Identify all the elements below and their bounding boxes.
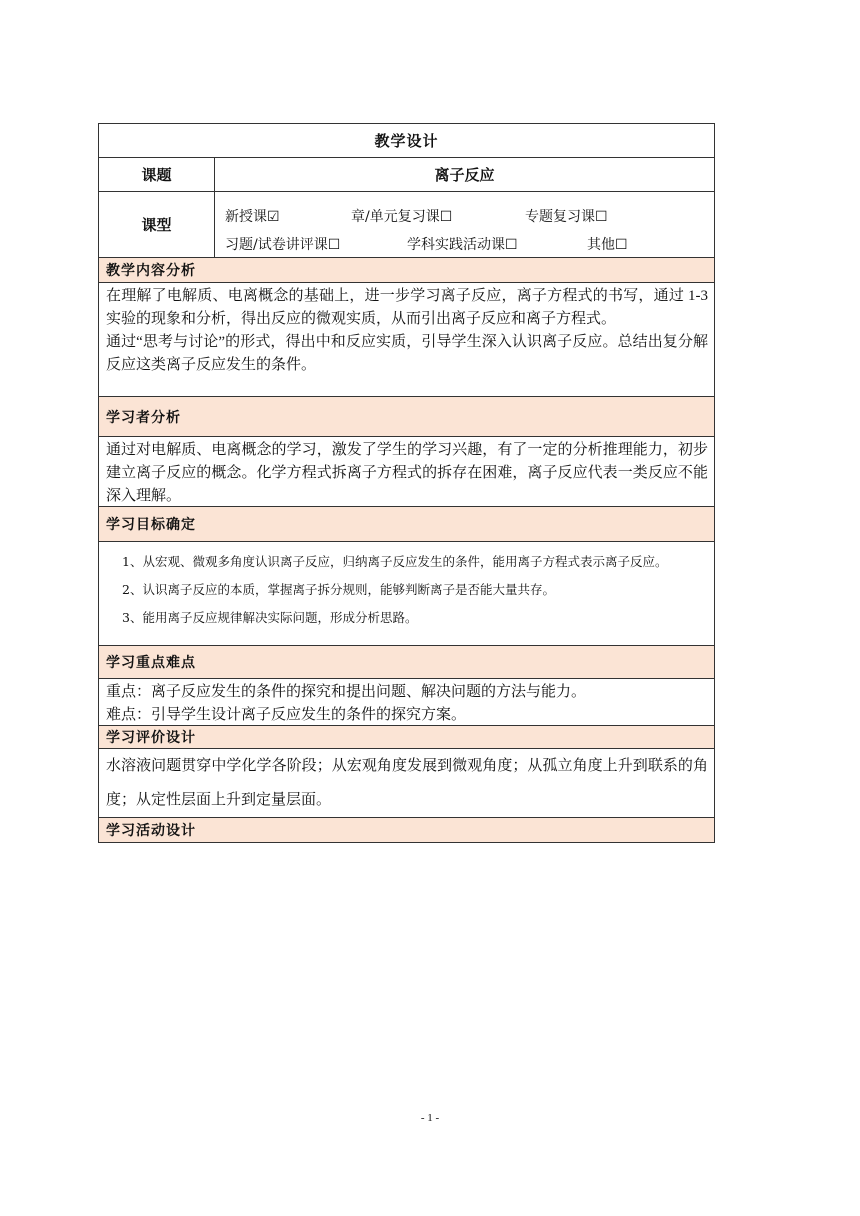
topic-row (99, 158, 714, 192)
type-chapter-review: 章/单元复习课☐ (351, 209, 453, 225)
table-title: 教学设计 (99, 124, 714, 158)
type-exercise-review: 习题/试卷讲评课☐ (225, 237, 341, 253)
topic-label: 课题 (99, 158, 215, 191)
activity-heading: 学习活动设计 (99, 818, 714, 842)
type-practice-activity: 学科实践活动课☐ (407, 237, 518, 253)
objective-item: 3、能用离子反应规律解决实际问题，形成分析思路。 (122, 610, 418, 625)
lesson-type-row (99, 192, 714, 258)
content-analysis-body (99, 283, 714, 397)
key-points-heading: 学习重点难点 (99, 646, 714, 679)
evaluation-p1: 水溶液问题贯穿中学化学各阶段；从宏观角度发展到微观角度；从孤立角度上升到联系的角度；从定性层面上升到定量层面。 (106, 758, 708, 808)
content-analysis-p2: 通过“思考与讨论”的形式，得出中和反应实质，引导学生深入认识离子反应。总结出复分解反应这类离子反应发生的条件。 (106, 334, 708, 373)
learner-analysis-p1: 通过对电解质、电离概念的学习，激发了学生的学习兴趣，有了一定的分析推理能力，初步建立离子反应的概念。化学方程式拆离子方程式的拆存在困难，离子反应代表一类反应不能深入理解。 (106, 442, 708, 504)
lesson-type-options (215, 192, 714, 257)
lesson-type-label: 课型 (99, 192, 215, 257)
content-analysis-p1: 在理解了电解质、电离概念的基础上，进一步学习离子反应，离子方程式的书写，通过 1-3 实验的现象和分析，得出反应的微观实质，从而引出离子反应和离子方程式。 (106, 288, 708, 327)
lesson-plan-table (98, 123, 715, 843)
objective-item: 1、从宏观、微观多角度认识离子反应，归纳离子反应发生的条件，能用离子方程式表示离子反应。 (122, 554, 668, 569)
key-point: 重点：离子反应发生的条件的探究和提出问题、解决问题的方法与能力。 (106, 684, 587, 700)
difficulty-point: 难点：引导学生设计离子反应发生的条件的探究方案。 (106, 707, 467, 723)
key-points-body (99, 679, 714, 726)
topic-value: 离子反应 (434, 166, 495, 184)
type-new-lesson: 新授课☑ (225, 209, 280, 225)
learner-analysis-body (99, 437, 714, 507)
type-topic-review: 专题复习课☐ (525, 209, 608, 225)
content-analysis-heading: 教学内容分析 (99, 258, 714, 283)
evaluation-heading: 学习评价设计 (99, 726, 714, 749)
page-number: - 1 - (420, 1112, 440, 1124)
objectives-body (99, 542, 714, 646)
evaluation-body (99, 749, 714, 818)
type-other: 其他☐ (587, 237, 628, 253)
objectives-heading: 学习目标确定 (99, 507, 714, 542)
objective-item: 2、认识离子反应的本质，掌握离子拆分规则，能够判断离子是否能大量共存。 (122, 582, 555, 597)
learner-analysis-heading: 学习者分析 (99, 397, 714, 437)
